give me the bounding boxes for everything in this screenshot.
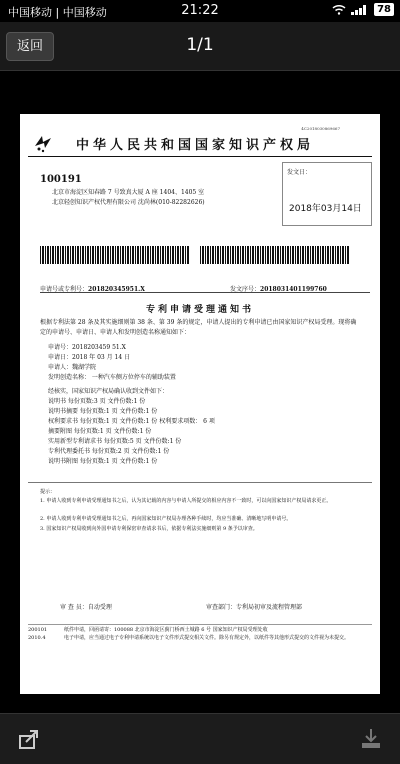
file-line: 摘要附图 每份页数:1 页 文件份数:1 份 <box>48 428 152 435</box>
share-icon[interactable] <box>16 726 42 752</box>
section-rule <box>28 482 372 483</box>
carrier-label: 中国移动 | 中国移动 <box>8 6 107 19</box>
reviewer: 审 查 员：自动受理 <box>60 604 112 611</box>
nav-bar <box>0 22 400 71</box>
tip-item: 1. 申请人收到专利申请受理通知书之后，认为其记载的内容与申请人所提交的相应内容不一致时，可以向国家知识产权局请求更正。 <box>40 498 332 504</box>
back-button[interactable]: 返回 <box>6 32 54 61</box>
zip-code: 100191 <box>40 174 82 185</box>
field-line: 发明创造名称： 一种汽车侧方位停车的辅助装置 <box>48 374 176 381</box>
footer-rule <box>28 624 372 625</box>
file-line: 专利代理委托书 每份页数:2 页 文件份数:1 份 <box>48 448 170 455</box>
review-dept: 审查部门：专利局初审及流程管理部 <box>206 604 303 611</box>
file-line: 实用新型专利请求书 每份页数:5 页 文件份数:1 份 <box>48 438 182 445</box>
address-line: 北京轻创知识产权代理有限公司 沈尚林(010-82282626) <box>52 199 205 206</box>
check-title: 经核实，国家知识产权局确认收到文件如下： <box>48 388 169 395</box>
battery-indicator: 78 <box>374 3 394 16</box>
tip-item: 3. 国家知识产权局收到向外国申请专利保密审查请求书后，依据专利法实施细则第 9 条予以审查。 <box>40 526 258 532</box>
barcode <box>200 246 350 264</box>
header-rule <box>28 156 372 157</box>
status-right <box>332 3 394 16</box>
file-line: 说明书摘要 每份页数:1 页 文件份数:1 份 <box>48 408 158 415</box>
status-time: 21:22 <box>181 3 219 18</box>
barcode <box>40 246 190 264</box>
page-indicator: 1/1 <box>186 35 214 55</box>
field-line: 申请号：2018203459 51.X <box>48 344 126 351</box>
app-no: 申请号或专利号：201820345951.X <box>40 286 145 293</box>
field-line: 申请人：魏湖学院 <box>48 364 97 371</box>
agency-name: 中华人民共和国国家知识产权局 <box>76 138 315 153</box>
footer-line: 2010.4 电子申请，应当通过电子专利申请系统以电子文件形式提交相关文件。除另有规定外，以纸件等其他形式提交的文件视为未提交。 <box>28 635 350 641</box>
cnipa-logo-icon <box>32 132 54 154</box>
id-rule <box>40 292 370 293</box>
footer-line: 200101 纸件申请，回函请寄：100088 北京市海淀区蓟门桥西土城路 6 号 国家知识产权局受理处收 <box>28 627 268 633</box>
issue-date-box <box>282 162 372 226</box>
doc-code: 4C2018030869667 <box>301 126 340 131</box>
tips-title: 提示： <box>40 489 56 495</box>
tip-item: 2. 申请人收到专利申请受理通知书之后，再向国家知识产权局办理各种手续时，均应当准确、清晰地写明申请号。 <box>40 516 292 522</box>
file-line: 说明书附图 每份页数:1 页 文件份数:1 份 <box>48 458 158 465</box>
wifi-icon <box>332 4 346 15</box>
address-block <box>52 188 205 208</box>
address-line: 北京市海淀区知春路 7 号致真大厦 A 座 1404、1405 室 <box>52 189 205 196</box>
file-line: 权利要求书 每份页数:1 页 文件份数:1 份 权利要求项数： 6 项 <box>48 418 215 425</box>
bottom-toolbar <box>0 713 400 764</box>
download-icon[interactable] <box>358 726 384 752</box>
file-line: 说明书 每份页数:3 页 文件份数:1 份 <box>48 398 146 405</box>
signal-icon <box>351 4 369 15</box>
status-bar <box>0 0 400 22</box>
document-title: 专利申请受理通知书 <box>145 305 254 315</box>
field-line: 申请日：2018 年 03 月 14 日 <box>48 354 131 361</box>
footer-notes <box>28 626 373 642</box>
issue-date: 2018年03月14日 <box>289 204 362 214</box>
issue-label: 发文日： <box>287 169 312 176</box>
serial-no: 发文序号：2018031401199760 <box>230 286 327 293</box>
document-page[interactable] <box>20 114 380 694</box>
intro-paragraph: 根据专利法第 28 条及其实施细则第 38 条、第 39 条的规定，申请人提出的专利申请已由国家知识产权局受理。现将确定的申请号、申请日、申请人和发明创造名称通知如下： <box>40 319 357 336</box>
